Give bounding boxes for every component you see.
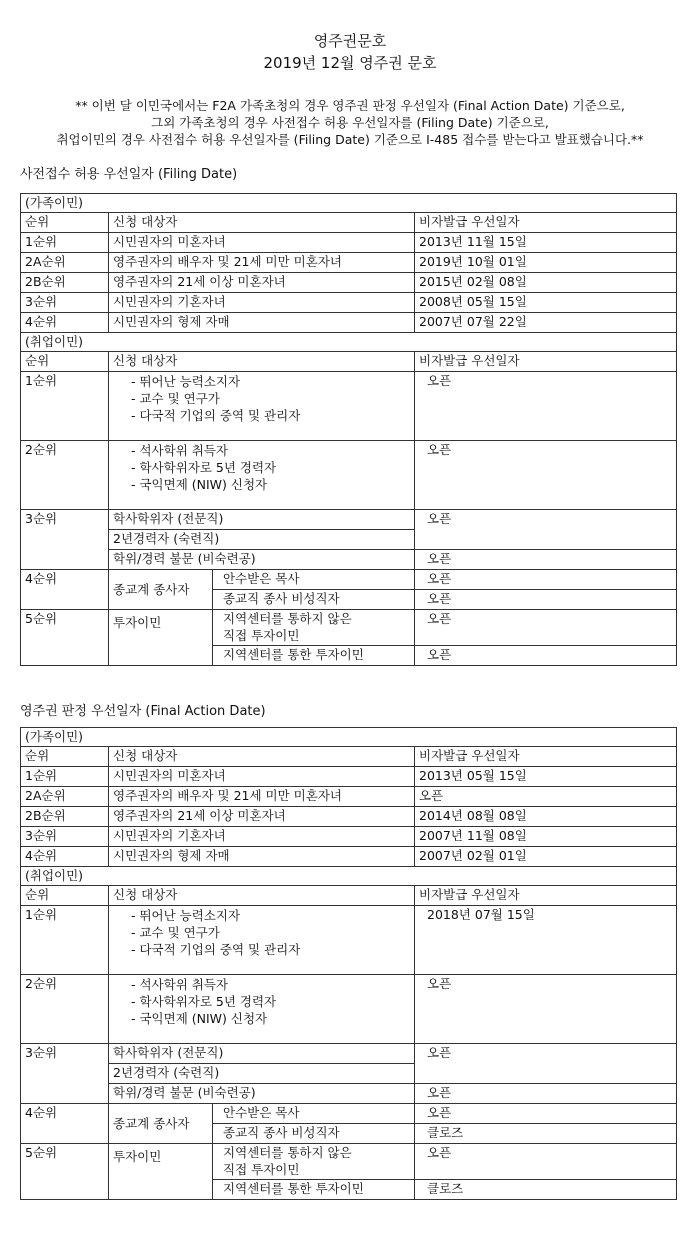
list-item: - 뛰어난 능력소지자 (131, 908, 241, 923)
target-cell: 시민권자의 형제 자매 (109, 847, 415, 867)
column-header: 비자발급 우선일자 (415, 352, 677, 372)
target-cell (109, 441, 415, 510)
final-section-title: 영주권 판정 우선일자 (Final Action Date) (20, 704, 266, 719)
target-cell: 2년경력자 (숙련직) (109, 1064, 415, 1084)
rank-cell: 2순위 (21, 975, 109, 1044)
column-header: 순위 (21, 886, 109, 906)
table-row (21, 610, 677, 646)
target-cell: 안수받은 목사 (213, 570, 415, 590)
target-cell: 시민권자의 미혼자녀 (109, 233, 415, 253)
column-header: 신청 대상자 (109, 352, 415, 372)
rank-cell: 2순위 (21, 441, 109, 510)
date-cell: 오픈 (415, 646, 677, 666)
date-cell: 클로즈 (415, 1180, 677, 1200)
rank-cell: 2A순위 (21, 253, 109, 273)
table-row (21, 847, 677, 867)
target-cell: 종교직 종사 비성직자 (213, 590, 415, 610)
rank-cell: 4순위 (21, 1104, 109, 1144)
family-label: (가족이민) (21, 728, 677, 747)
target-cell: 지역센터를 통한 투자이민 (213, 646, 415, 666)
date-cell: 오픈 (415, 372, 677, 441)
target-cell: 영주권자의 배우자 및 21세 미만 미혼자녀 (109, 787, 415, 807)
rank-cell: 3순위 (21, 293, 109, 313)
list-item: - 석사학위 취득자 (131, 443, 228, 458)
date-cell: 오픈 (415, 787, 677, 807)
table-header-row (21, 352, 677, 372)
rank-cell: 3순위 (21, 1044, 109, 1104)
date-cell: 2019년 10월 01일 (415, 253, 677, 273)
target-cell: 시민권자의 기혼자녀 (109, 827, 415, 847)
date-cell: 오픈 (415, 610, 677, 646)
date-cell: 오픈 (415, 590, 677, 610)
rank-cell: 3순위 (21, 510, 109, 570)
table-row (21, 273, 677, 293)
target-cell: 2년경력자 (숙련직) (109, 530, 415, 550)
target-cell: 학위/경력 불문 (비숙련공) (109, 550, 415, 570)
table-row (21, 787, 677, 807)
table-header-row (21, 886, 677, 906)
table-row (21, 1044, 677, 1064)
intro-line: 그외 가족초청의 경우 사전접수 허용 우선일자를 (Filing Date) 기준으로, (151, 115, 549, 130)
target-cell: 영주권자의 21세 이상 미혼자녀 (109, 807, 415, 827)
column-header: 순위 (21, 747, 109, 767)
rank-cell: 1순위 (21, 906, 109, 975)
table-row (21, 441, 677, 510)
target-cell (109, 906, 415, 975)
date-cell: 2007년 11월 08일 (415, 827, 677, 847)
rank-cell: 3순위 (21, 827, 109, 847)
filing-section-title: 사전접수 허용 우선일자 (Filing Date) (20, 167, 238, 182)
target-cell: 시민권자의 미혼자녀 (109, 767, 415, 787)
table-row (21, 372, 677, 441)
table-row (21, 510, 677, 530)
date-cell: 오픈 (415, 1144, 677, 1180)
table-row (21, 767, 677, 787)
column-header: 비자발급 우선일자 (415, 747, 677, 767)
target-cell: 안수받은 목사 (213, 1104, 415, 1124)
rank-cell: 4순위 (21, 847, 109, 867)
date-cell: 오픈 (415, 1084, 677, 1104)
table-row (21, 550, 677, 570)
family-label: (가족이민) (21, 194, 677, 213)
intro-line: 취업이민의 경우 사전접수 허용 우선일자를 (Filing Date) 기준으로 I-485 접수를 받는다고 발표했습니다.** (56, 132, 644, 147)
table-row (21, 1104, 677, 1124)
list-item: - 학사학위자로 5년 경력자 (131, 994, 277, 1009)
list-item: - 다국적 기업의 중역 및 관리자 (131, 942, 301, 957)
date-cell: 2013년 05월 15일 (415, 767, 677, 787)
date-cell: 오픈 (415, 550, 677, 570)
group-cell: 투자이민 (109, 610, 213, 666)
table-row (21, 253, 677, 273)
date-cell: 오픈 (415, 441, 677, 510)
date-cell: 오픈 (415, 975, 677, 1044)
table-row (21, 807, 677, 827)
page-subtitle: 2019년 12월 영주권 문호 (263, 54, 437, 72)
employment-label: (취업이민) (21, 333, 677, 352)
date-cell: 클로즈 (415, 1124, 677, 1144)
table-header-row (21, 213, 677, 233)
column-header: 신청 대상자 (109, 213, 415, 233)
rank-cell: 1순위 (21, 372, 109, 441)
target-cell: 시민권자의 형제 자매 (109, 313, 415, 333)
list-item: - 국익면제 (NIW) 신청자 (131, 1011, 268, 1026)
target-line: 직접 투자이민 (223, 1162, 300, 1177)
target-cell: 지역센터를 통한 투자이민 (213, 1180, 415, 1200)
rank-cell: 1순위 (21, 767, 109, 787)
table-header-row (21, 747, 677, 767)
rank-cell: 4순위 (21, 313, 109, 333)
date-cell: 2007년 07월 22일 (415, 313, 677, 333)
group-cell: 종교계 종사자 (109, 570, 213, 610)
table-row (21, 975, 677, 1044)
target-cell: 학사학위자 (전문직) (109, 1044, 415, 1064)
rank-cell: 4순위 (21, 570, 109, 610)
rank-cell: 2B순위 (21, 273, 109, 293)
table-row (21, 313, 677, 333)
rank-cell: 5순위 (21, 610, 109, 666)
table-row (21, 233, 677, 253)
date-cell: 2014년 08월 08일 (415, 807, 677, 827)
rank-cell: 2A순위 (21, 787, 109, 807)
target-cell (109, 372, 415, 441)
group-cell: 투자이민 (109, 1144, 213, 1200)
column-header: 비자발급 우선일자 (415, 213, 677, 233)
target-line: 직접 투자이민 (223, 628, 300, 643)
date-cell: 2018년 07월 15일 (415, 906, 677, 975)
date-cell: 2008년 05월 15일 (415, 293, 677, 313)
rank-cell: 1순위 (21, 233, 109, 253)
date-cell: 오픈 (415, 570, 677, 590)
column-header: 신청 대상자 (109, 886, 415, 906)
list-item: - 뛰어난 능력소지자 (131, 374, 241, 389)
target-cell (213, 610, 415, 646)
rank-cell: 2B순위 (21, 807, 109, 827)
final-table (20, 727, 677, 1200)
page-title: 영주권문호 (313, 32, 387, 50)
target-line: 지역센터를 통하지 않은 (223, 1145, 352, 1160)
table-row (21, 293, 677, 313)
filing-table (20, 193, 677, 666)
column-header: 비자발급 우선일자 (415, 886, 677, 906)
table-row (21, 1144, 677, 1180)
date-cell: 오픈 (415, 1104, 677, 1124)
target-cell (213, 1144, 415, 1180)
list-item: - 국익면제 (NIW) 신청자 (131, 477, 268, 492)
table-row (21, 1084, 677, 1104)
target-line: 지역센터를 통하지 않은 (223, 611, 352, 626)
table-row (21, 827, 677, 847)
date-cell: 2013년 11월 15일 (415, 233, 677, 253)
target-cell: 학사학위자 (전문직) (109, 510, 415, 530)
rank-cell: 5순위 (21, 1144, 109, 1200)
date-cell: 2015년 02월 08일 (415, 273, 677, 293)
column-header: 신청 대상자 (109, 747, 415, 767)
table-row (21, 570, 677, 590)
date-cell: 2007년 02월 01일 (415, 847, 677, 867)
target-cell: 영주권자의 21세 이상 미혼자녀 (109, 273, 415, 293)
list-item: - 교수 및 연구가 (131, 925, 220, 940)
target-cell: 학위/경력 불문 (비숙련공) (109, 1084, 415, 1104)
column-header: 순위 (21, 352, 109, 372)
intro-line: ** 이번 달 이민국에서는 F2A 가족초청의 경우 영주권 판정 우선일자 (Final Action Date) 기준으로, (75, 98, 625, 113)
date-cell: 오픈 (415, 510, 677, 550)
employment-label: (취업이민) (21, 867, 677, 886)
list-item: - 석사학위 취득자 (131, 977, 228, 992)
list-item: - 학사학위자로 5년 경력자 (131, 460, 277, 475)
target-cell: 영주권자의 배우자 및 21세 미만 미혼자녀 (109, 253, 415, 273)
target-cell: 종교직 종사 비성직자 (213, 1124, 415, 1144)
group-cell: 종교계 종사자 (109, 1104, 213, 1144)
table-row (21, 906, 677, 975)
target-cell: 시민권자의 기혼자녀 (109, 293, 415, 313)
date-cell: 오픈 (415, 1044, 677, 1084)
target-cell (109, 975, 415, 1044)
list-item: - 교수 및 연구가 (131, 391, 220, 406)
list-item: - 다국적 기업의 중역 및 관리자 (131, 408, 301, 423)
column-header: 순위 (21, 213, 109, 233)
